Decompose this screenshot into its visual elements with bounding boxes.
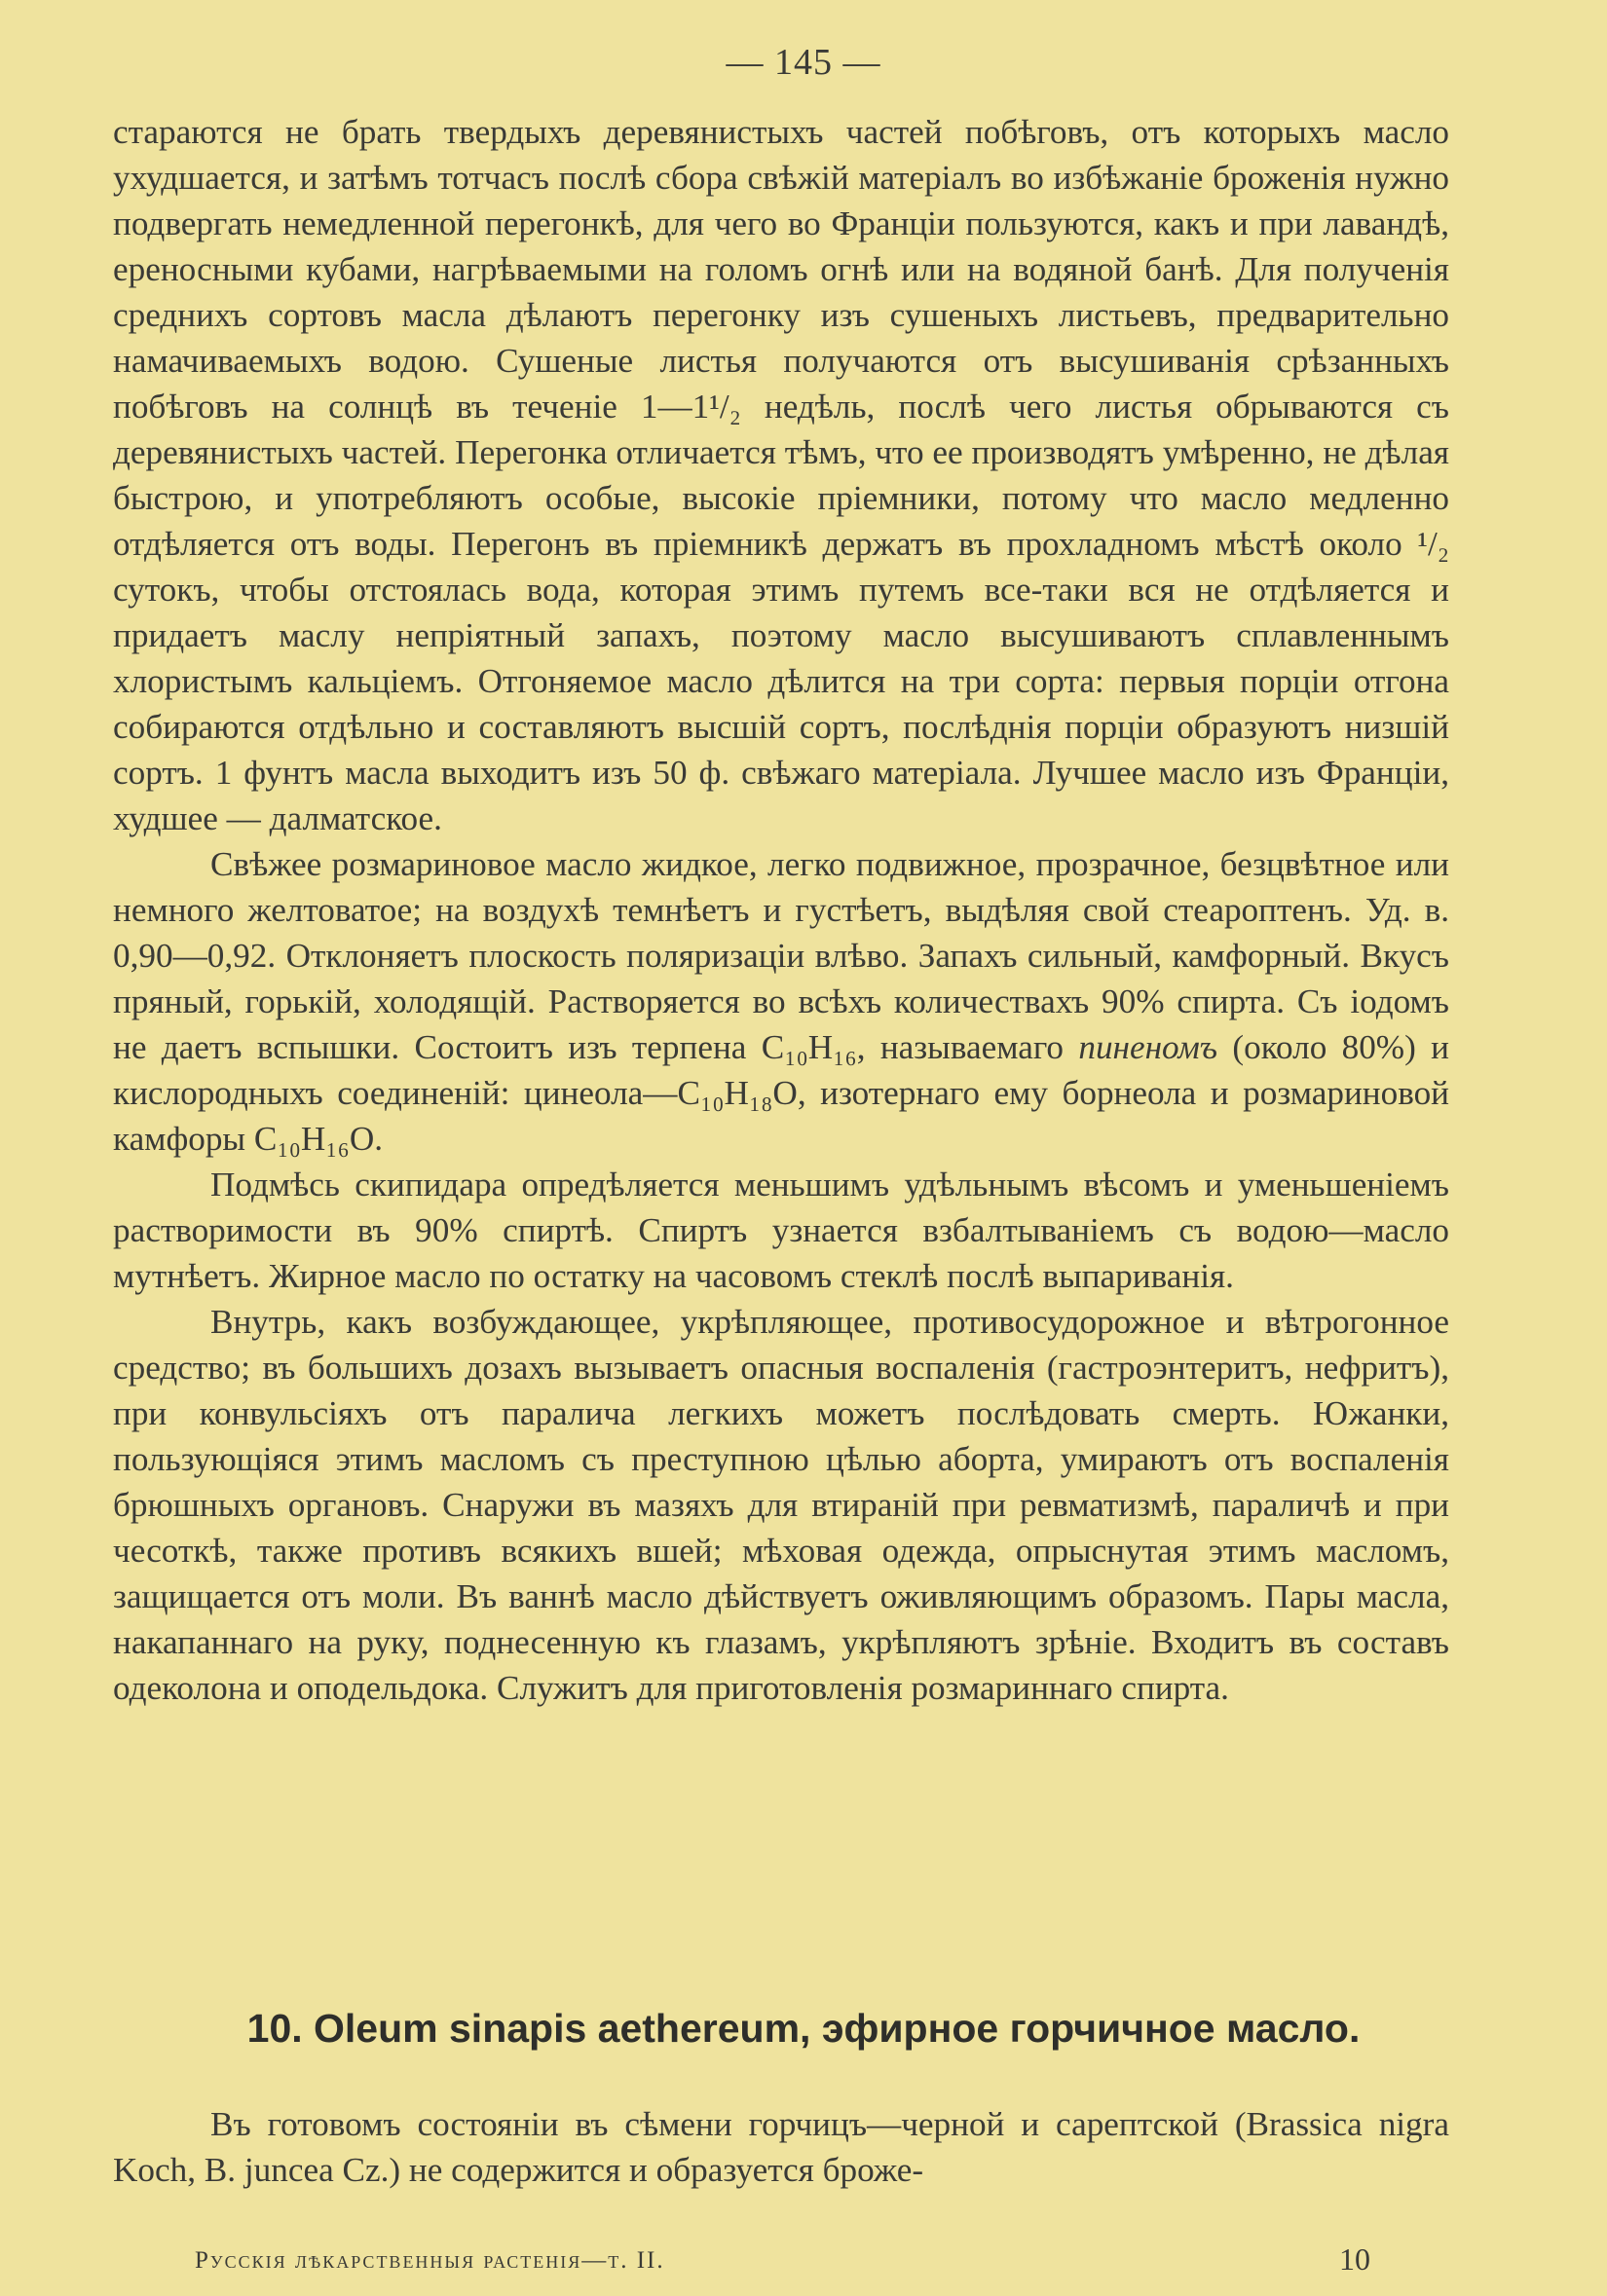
properties-text-start: Свѣжее розмариновое масло жидкое, легко подвижное, прозрачное, безцвѣтное или немного желтоватое; на воздухѣ темнѣетъ и густѣетъ, выдѣляя свой стеароптенъ. Уд. в. 0,90—0,92. Отклоняетъ плоскость поляризаціи влѣво. Запахъ сильный, камфорный. Вкусъ пряный, горькій, холодящій. Растворяется во всѣхъ количествахъ 90% спирта. Съ іодомъ не даетъ вспышки. Состоитъ изъ терпена C₁₀H₁₆, называемаго	[113, 845, 1449, 1066]
body-text	[113, 109, 1449, 1711]
section-heading: 10. Oleum sinapis aethereum, эфирное горчичное масло.	[246, 2006, 1361, 2051]
paragraph-properties	[113, 841, 1449, 1162]
footer-signature: Русскія лѣкарственныя растенія—т. II.	[195, 2247, 665, 2274]
properties-text-end: (около 80%) и кислородныхъ соединеній: цинеола—C₁₀H₁₈O, изотернаго ему борнеола и розмариновой камфоры C₁₀H₁₆O.	[113, 1028, 1449, 1158]
paragraph-usage: Внутрь, какъ возбуждающее, укрѣпляющее, противосудорожное и вѣтрогонное средство; въ большихъ дозахъ вызываетъ опасныя воспаленія (гастроэнтеритъ, нефритъ), при конвульсіяхъ отъ паралича легкихъ можетъ послѣдовать смерть. Южанки, пользующіяся этимъ масломъ съ преступною цѣлью аборта, умираютъ отъ воспаленія брюшныхъ органовъ. Снаружи въ мазяхъ для втираній при ревматизмѣ, параличѣ и при чесоткѣ, также противъ всякихъ вшей; мѣховая одежда, опрыснутая этимъ масломъ, защищается отъ моли. Въ ваннѣ масло дѣйствуетъ оживляющимъ образомъ. Пары масла, накапаннаго на руку, поднесенную къ глазамъ, укрѣпляютъ зрѣніе. Входитъ въ составъ одеколона и оподельдока. Служитъ для приготовленія розмариннаго спирта.	[113, 1303, 1449, 1707]
pinene-term: пиненомъ	[1078, 1028, 1218, 1066]
page-number: — 145 —	[726, 42, 881, 83]
paragraph-mustard-oil: Въ готовомъ состояніи въ сѣмени горчицъ—черной и сарептской (Brassica nigra Koch, B. juncea Cz.) не содержится и образуется броже-	[113, 2105, 1449, 2189]
paragraph-distillation: стараются не брать твердыхъ деревянистыхъ частей побѣговъ, отъ которыхъ масло ухудшается, и затѣмъ тотчасъ послѣ сбора свѣжій матеріалъ во избѣжаніе броженія нужно подвергать немедленной перегонкѣ, для чего во Франціи пользуются, какъ и при лавандѣ, ереносными кубами, нагрѣваемыми на голомъ огнѣ или на водяной банѣ. Для полученія среднихъ сортовъ масла дѣлаютъ перегонку изъ сушеныхъ листьевъ, предварительно намачиваемыхъ водою. Сушеные листья получаются отъ высушиванія срѣзанныхъ побѣговъ на солнцѣ въ теченіе 1—1¹/₂ недѣль, послѣ чего листья обрываются съ деревянистыхъ частей. Перегонка отличается тѣмъ, что ее производятъ умѣренно, не дѣлая быстрою, и употребляютъ особые, высокіе пріемники, потому что масло медленно отдѣляется отъ воды. Перегонъ въ пріемникѣ держатъ въ прохладномъ мѣстѣ около ¹/₂ сутокъ, чтобы отстоялась вода, которая этимъ путемъ все-таки вся не отдѣляется и придаетъ маслу непріятный запахъ, поэтому масло высушиваютъ сплавленнымъ хлористымъ кальціемъ. Отгоняемое масло дѣлится на три сорта: первыя порціи отгона собираются отдѣльно и составляютъ высшій сортъ, послѣднія порціи образуютъ низшій сортъ. 1 фунтъ масла выходитъ изъ 50 ф. свѣжаго матеріала. Лучшее масло изъ Франціи, худшее — далматское.	[113, 113, 1449, 837]
paragraph-adulteration: Подмѣсь скипидара опредѣляется меньшимъ удѣльнымъ вѣсомъ и уменьшеніемъ растворимости въ 90% спиртѣ. Спиртъ узнается взбалтываніемъ съ водою—масло мутнѣетъ. Жирное масло по остатку на часовомъ стеклѣ послѣ выпариванія.	[113, 1166, 1449, 1295]
section-body	[113, 2101, 1449, 2193]
footer-sheet-number: 10	[1339, 2241, 1370, 2277]
